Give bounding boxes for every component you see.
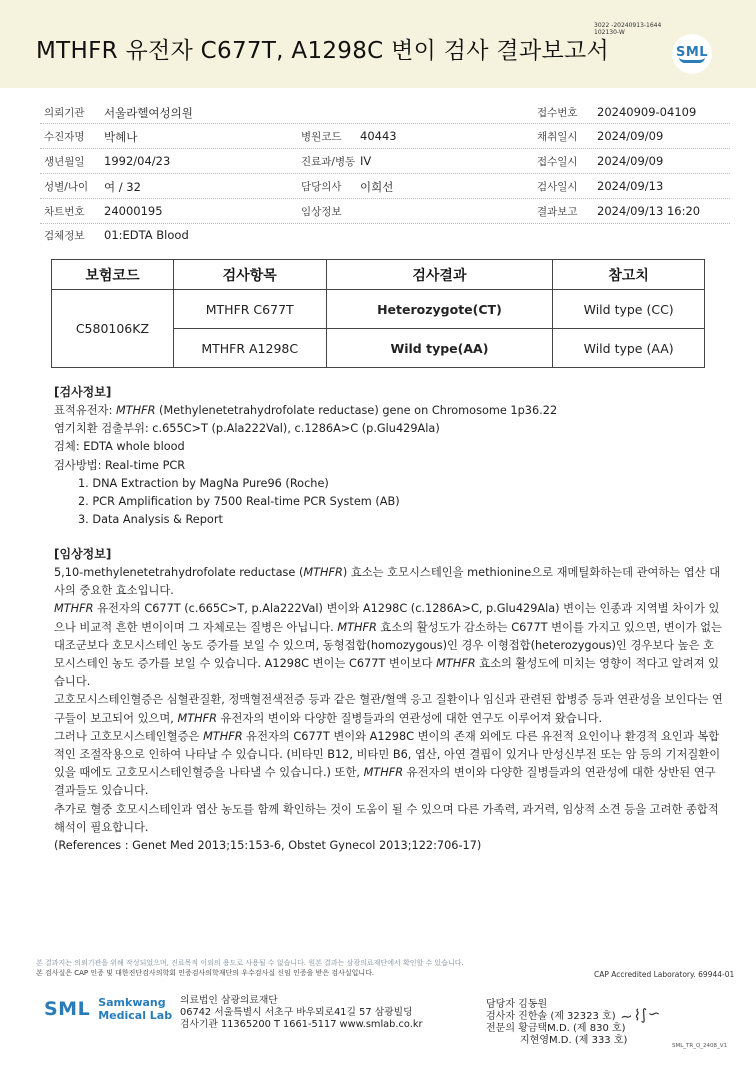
doc-no-line2: 102130-W — [594, 29, 625, 36]
gene-name: MTHFR — [303, 566, 343, 579]
specimen-value: 01:EDTA Blood — [104, 228, 189, 242]
lab-address — [180, 995, 423, 1031]
col-result: 검사결과 — [326, 260, 553, 290]
reference-cell: Wild type (AA) — [553, 329, 705, 368]
chart-label: 차트번호 — [44, 206, 85, 218]
target-gene-prefix: 표적유전자: — [54, 404, 116, 417]
method-step: 1. DNA Extraction by MagNa Pure96 (Roche) — [78, 476, 329, 490]
text-run: ) 효소는 호모시스테인을 methionine으로 재메틸화하는데 관여하는 엽산 대사의 중요한 효소입니다. — [54, 566, 721, 598]
text-run: 그러나 고호모시스테인혈증은 — [54, 729, 204, 743]
receipt-date-label: 접수일시 — [537, 156, 578, 168]
institution-value: 서울라헬여성의원 — [104, 106, 193, 120]
report-title: MTHFR 유전자 C677T, A1298C 변이 검사 결과보고서 — [36, 38, 610, 64]
col-insurance-code: 보험코드 — [52, 260, 174, 290]
clinical-paragraph — [54, 728, 724, 801]
name-value: 박혜나 — [104, 130, 138, 144]
gene-name: MTHFR — [436, 657, 476, 671]
dept-value: IV — [360, 154, 372, 168]
report-date-label: 결과보고 — [537, 206, 578, 218]
test-info-section — [54, 382, 724, 529]
doctor-label: 담당의사 — [301, 181, 342, 193]
test-date-label: 검사일시 — [537, 181, 578, 193]
report-date-value: 2024/09/13 16:20 — [597, 204, 701, 218]
address-line: 06742 서울특별시 서초구 바우뫼로41길 57 삼광빌딩 — [180, 1007, 413, 1018]
signatory-line: 담당자 김동원 — [486, 999, 548, 1010]
sex-age-label: 성별/나이 — [44, 181, 89, 193]
document-number — [594, 22, 661, 36]
receipt-date-value: 2024/09/09 — [597, 154, 664, 168]
signature-icon: ~⌇∫∽ — [619, 1003, 662, 1027]
disclaimer-faint: 본 결과지는 의뢰기관을 위해 작성되었으며, 진료목적 이외의 용도로 사용될 수 없습니다. 원본 결과는 삼광의료재단에서 확인할 수 있습니다. — [36, 959, 464, 967]
hospital-code-value: 40443 — [360, 129, 397, 143]
test-item-cell: MTHFR C677T — [173, 290, 326, 329]
method-step: 3. Data Analysis & Report — [78, 513, 223, 527]
gene-name: MTHFR — [363, 766, 404, 780]
col-test-item: 검사항목 — [173, 260, 326, 290]
signatories — [486, 999, 627, 1047]
text-run: 유전자의 C677T (c.665C>T, p.Ala222Val) 변이와 A1298C (c.1286A>C, p.Glu429Ala) 변이는 인종과 지역별 차이가 있으나 비교적 흔한 변이이며 그 자체로는 질병은 아닙니다. — [54, 602, 720, 634]
results-header-row — [52, 260, 705, 290]
signatory-line: 지현영M.D. (제 333 호) — [520, 1035, 628, 1046]
clinical-info-heading: [임상정보] — [54, 547, 112, 561]
method-line: 검사방법: Real-time PCR — [54, 458, 186, 472]
result-cell: Wild type(AA) — [326, 329, 553, 368]
target-gene-line — [54, 402, 724, 420]
gene-name: MTHFR — [177, 711, 217, 725]
text-run: 유전자의 변이와 다양한 질병들과의 연관성에 대한 연구도 이루어져 왔습니다. — [217, 711, 603, 725]
form-code: SML_TR_Q_2408_V1 — [672, 1043, 728, 1049]
name-label: 수진자명 — [44, 131, 85, 143]
text-run: 유전자의 C677T 변이와 A1298C 변이의 존재 외에도 다른 유전적 요인이나 환경적 요인과 복합적인 조절작용으로 인하여 나타날 수 있습니다. (비타민 B12, 비타민 B6, 엽산, 아연 결핍이 있거나 만성신부전 또는 암 등의 기저질환이 있을 때에도 고호모시스테인혈증을 나타낼 수 있습니다.) 또한, — [54, 729, 721, 780]
divider — [40, 223, 730, 224]
signatory-line: 전문의 황금택M.D. (제 830 호) — [486, 1023, 626, 1034]
divider — [40, 148, 730, 149]
clinical-paragraph — [54, 564, 724, 600]
method-step: 2. PCR Amplification by 7500 Real-time PCR System (AB) — [78, 495, 400, 509]
result-cell: Heterozygote(CT) — [326, 290, 553, 329]
test-date-value: 2024/09/13 — [597, 179, 664, 193]
test-info-heading: [검사정보] — [54, 385, 112, 399]
clinical-info-section — [54, 544, 724, 855]
target-gene-suffix: (Methylenetetrahydrofolate reductase) gene on Chromosome 1p36.22 — [155, 404, 558, 417]
references: (References : Genet Med 2013;15:153-6, Obstet Gynecol 2013;122:706-17) — [54, 839, 482, 853]
gene-name: MTHFR — [337, 620, 377, 634]
collect-date-value: 2024/09/09 — [597, 129, 664, 143]
collect-date-label: 채취일시 — [537, 131, 578, 143]
sex-age-value: 여 / 32 — [104, 180, 141, 194]
divider — [40, 198, 730, 199]
text-run: 고호모시스테인혈증은 심혈관질환, 정맥혈전색전증 등과 같은 혈관/혈액 응고 질환이나 임신과 관련된 합병증 등과 연관성을 보인다는 연구들이 보고되어 있으며, — [54, 693, 723, 725]
cap-accreditation: CAP Accredited Laboratory. 69944-01 — [594, 970, 735, 979]
lab-name-line1: Samkwang — [98, 996, 166, 1009]
divider — [40, 123, 730, 124]
doctor-value: 이희선 — [360, 180, 394, 194]
text-run: 5,10-methylenetetrahydrofolate reductase ( — [54, 566, 304, 579]
specimen-line: 검체: EDTA whole blood — [54, 440, 185, 454]
receipt-no-value: 20240909-04109 — [597, 105, 697, 119]
gene-name: MTHFR — [203, 729, 243, 743]
test-item-cell: MTHFR A1298C — [173, 329, 326, 368]
divider — [40, 173, 730, 174]
results-table — [51, 259, 705, 368]
sites-line: 염기치환 검출부위: c.655C>T (p.Ala222Val), c.1286A>C (p.Glu429Ala) — [54, 422, 440, 436]
clinical-paragraph — [54, 691, 724, 727]
table-row — [52, 290, 705, 329]
text-run: 유전자의 변이와 다양한 질병들과의 연관성에 대한 상반된 연구결과들도 있습니다. — [54, 766, 716, 798]
dob-value: 1992/04/23 — [104, 154, 171, 168]
text-run: 효소의 활성도에 미치는 영향이 적다고 알려져 있습니다. — [54, 657, 720, 689]
dept-label: 진료과/병동 — [301, 156, 356, 168]
disclaimer: 본 검사실은 CAP 인증 및 대한진단검사의학회 인증검사의학재단의 우수검사실 신임 인증을 받은 검사실입니다. — [36, 969, 375, 977]
receipt-no-label: 접수번호 — [537, 107, 578, 119]
specimen-label: 검체정보 — [44, 230, 85, 242]
doc-no-line1: 3022 -20240913-1644 — [594, 22, 662, 29]
reference-cell: Wild type (CC) — [553, 290, 705, 329]
lab-name-line2: Medical Lab — [98, 1009, 173, 1022]
footer-logo — [44, 996, 172, 1022]
clinical-paragraph: 추가로 혈중 호모시스테인과 엽산 농도를 함께 확인하는 것이 도움이 될 수 있으며 다른 가족력, 과거력, 임상적 소견 등을 고려한 종합적 해석이 필요합니다. — [54, 802, 719, 834]
clinical-paragraph — [54, 600, 724, 691]
col-reference: 참고치 — [553, 260, 705, 290]
gene-name: MTHFR — [54, 602, 94, 616]
dob-label: 생년월일 — [44, 156, 85, 168]
chart-value: 24000195 — [104, 204, 163, 218]
clinical-label: 임상정보 — [301, 206, 342, 218]
report-header — [0, 0, 756, 88]
hospital-code-label: 병원코드 — [301, 131, 342, 143]
address-line: 검사기관 11365200 T 1661-5117 www.smlab.co.kr — [180, 1019, 423, 1030]
sml-logo — [672, 34, 712, 74]
text-run: 효소의 활성도가 감소하는 C677T 변이를 가지고 있으면, 변이가 없는 대조군보다 호모시스테인 농도 증가를 보일 수 있으며, 동형접합(homozygous)인 경우 이형접합(heterozygous)인 경우보다 높은 호모시스테인 농도 증가를 보일 수 있습니다. A1298C 변이는 C677T 변이보다 — [54, 620, 722, 671]
institution-label: 의뢰기관 — [44, 107, 85, 119]
signatory-line: 검사자 진한솔 (제 32323 호) — [486, 1011, 616, 1022]
logo-arc-icon — [679, 57, 705, 63]
logo-text: SML — [675, 45, 709, 60]
address-line: 의료법인 삼광의료재단 — [180, 995, 278, 1006]
sml-logo-mark: SML — [44, 998, 91, 1020]
insurance-code-cell: C580106KZ — [52, 290, 174, 368]
lab-name — [98, 996, 172, 1022]
gene-name: MTHFR — [115, 404, 156, 417]
